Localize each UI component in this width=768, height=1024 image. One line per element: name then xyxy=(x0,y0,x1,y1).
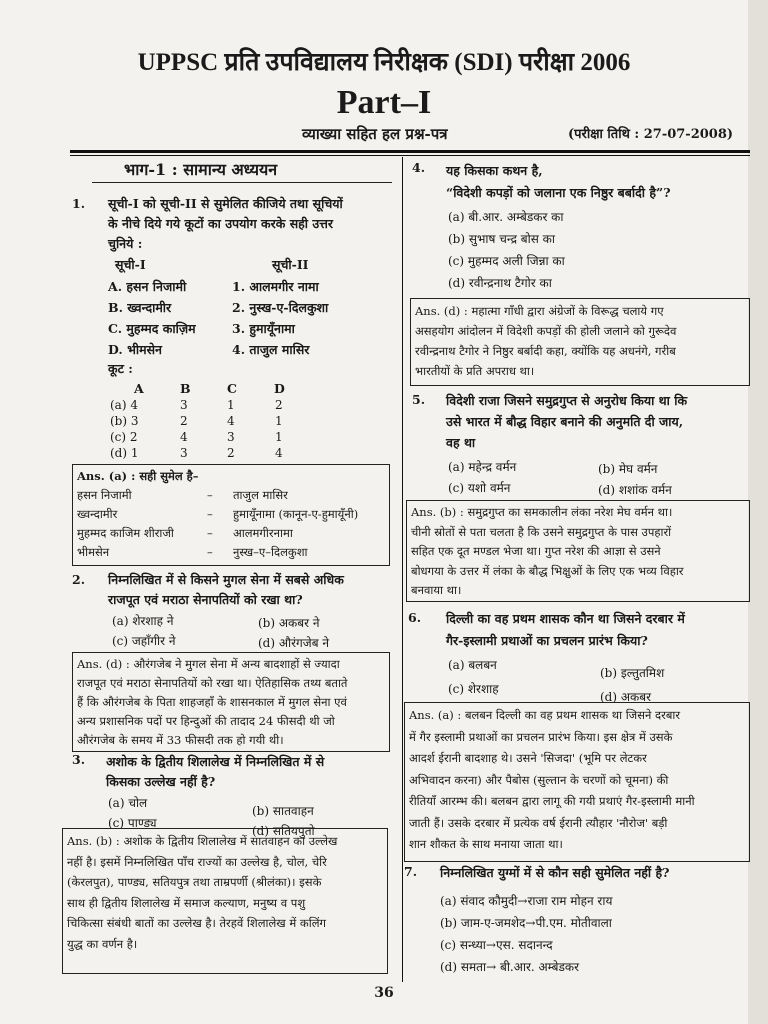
question-number: 4. xyxy=(412,160,426,175)
answer-cell: भीमसेन xyxy=(77,545,110,559)
question-line: दिल्ली का वह प्रथम शासक कौन था जिसने दरबार में xyxy=(446,611,685,626)
option-d: (d) शशांक वर्मन xyxy=(598,483,672,497)
answer-line: औरंगजेब के समय में 33 फीसदी तक हो गयी थी। xyxy=(77,733,284,747)
code-col-b xyxy=(180,397,188,461)
list-item: A. हसन निजामी xyxy=(108,279,187,294)
answer-line: अन्य प्रशासनिक पदों पर हिन्दुओं की तादाद 24 फीसदी थी जो xyxy=(77,714,335,728)
code-cell: 1 xyxy=(275,414,283,428)
header-rule xyxy=(70,150,750,153)
question-text xyxy=(446,160,671,204)
answer-line: भारतीयों के प्रति अपराध था। xyxy=(415,364,535,378)
answer-line: Ans. (d) : औरंगजेब ने मुगल सेना में अन्य बादशाहों से ज्यादा xyxy=(77,657,340,671)
option-c: (c) सन्ध्या→एस. सदानन्द xyxy=(440,938,553,952)
answer-line: Ans. (d) : महात्मा गाँधी द्वारा अंग्रेजों के विरूद्ध चलाये गए xyxy=(415,304,664,318)
answer-line: चीनी स्रोतों से पता चलता है कि उसने समुद्रगुप्त के पास उपहारों xyxy=(411,524,672,539)
document-subtitle: व्याख्या सहित हल प्रश्न-पत्र xyxy=(302,125,448,143)
code-cell: (a) 4 xyxy=(110,398,138,412)
question-line: चुनिये : xyxy=(108,236,143,251)
code-head-b: B xyxy=(180,381,191,396)
part-heading: Part–I xyxy=(336,84,432,121)
code-cell: 2 xyxy=(180,414,188,428)
answer-cell: हुमायूँनामा (कानून-ए-हुमायूँनी) xyxy=(233,507,359,521)
answer-line: अभिवादन करना) और पैबोस (सुल्तान के चरणों को चूमना) की xyxy=(409,772,669,787)
question-text xyxy=(108,194,343,254)
question-line: अशोक के द्वितीय शिलालेख में निम्नलिखित में से xyxy=(106,754,325,769)
answer-line: बोधगया के उत्तर में लंका के बौद्ध भिक्षुओं के लिए एक भव्य विहार xyxy=(411,563,684,578)
list-item: 3. हुमायूँनामा xyxy=(232,321,295,336)
question-line: वह था xyxy=(446,435,476,450)
option-b: (b) इल्तुतमिश xyxy=(600,666,665,680)
exam-date: (परीक्षा तिथि : 27-07-2008) xyxy=(568,127,734,142)
option-d: (d) रवीन्द्रनाथ टैगोर का xyxy=(448,276,552,290)
question-text xyxy=(446,608,685,652)
answer-dash: – xyxy=(207,488,213,502)
page-number: 36 xyxy=(374,985,394,1001)
answer-cell: हसन निजामी xyxy=(77,488,132,502)
answer-line: राजपूत एवं मराठा सेनापतियों को रखा था। ऐतिहासिक तथ्य बताते xyxy=(77,676,348,690)
answer-dash: – xyxy=(207,545,213,559)
answer-box xyxy=(72,464,390,566)
option-b: (b) मेघ वर्मन xyxy=(598,462,658,476)
answer-cell: नुस्ख–ए–दिलकुशा xyxy=(233,545,308,559)
answer-dash: – xyxy=(207,507,213,521)
question-line: “विदेशी कपड़ों को जलाना एक निष्ठुर बर्बादी है”? xyxy=(446,185,671,200)
answer-line: नहीं है। इसमें निम्नलिखित पाँच राज्यों का उल्लेख है, चोल, चेरि xyxy=(67,854,327,869)
answer-box xyxy=(72,652,390,752)
answer-line: शान शौकत के साथ मनाया जाता था। xyxy=(409,837,563,851)
question-text xyxy=(446,390,687,453)
code-cell: 1 xyxy=(275,430,283,444)
list-item: D. भीमसेन xyxy=(108,342,162,357)
answer-box xyxy=(62,828,388,974)
question-line: गैर-इस्लामी प्रथाओं का प्रचलन प्रारंभ किया? xyxy=(446,633,648,648)
question-number: 7. xyxy=(404,864,418,879)
code-head-a: A xyxy=(134,381,144,396)
question-number: 6. xyxy=(408,610,422,625)
question-text xyxy=(108,570,344,610)
code-cell: (b) 3 xyxy=(110,414,139,428)
answer-cell: ताजुल मासिर xyxy=(233,488,288,502)
answer-line: हैं कि औरंगजेब के पिता शाहजहाँ के शासनकाल में मुगल सेना एवं xyxy=(77,695,347,709)
code-col-a xyxy=(110,397,139,461)
question-line: के नीचे दिये गये कूटों का उपयोग करके सही उत्तर xyxy=(108,216,333,231)
question-line: यह किसका कथन है, xyxy=(446,163,543,178)
option-d: (d) सतियपुतो xyxy=(252,824,315,838)
list-item: 4. ताजुल मासिर xyxy=(232,342,310,357)
answer-line: रीतियाँ आरम्भ की। बलबन द्वारा लागू की गयी प्रथाएं गैर-इस्लामी मानी xyxy=(409,794,695,808)
column-divider xyxy=(402,157,403,982)
option-d: (d) अकबर xyxy=(600,690,652,704)
list1 xyxy=(108,276,196,360)
option-d: (d) औरंगजेब ने xyxy=(258,636,330,650)
question-line: राजपूत एवं मराठा सेनापतियों को रखा था? xyxy=(108,592,303,607)
code-cell: (d) 1 xyxy=(110,446,139,460)
question-text xyxy=(106,752,324,792)
code-cell: 4 xyxy=(180,430,188,444)
option-c: (c) यशो वर्मन xyxy=(448,481,511,495)
option-b: (b) सुभाष चन्द्र बोस का xyxy=(448,232,555,246)
list2 xyxy=(232,276,328,360)
question-line: निम्नलिखित में से किसने मुगल सेना में सबसे अधिक xyxy=(108,572,344,587)
section-heading: भाग-1 : सामान्य अध्ययन xyxy=(124,160,278,179)
question-number: 5. xyxy=(412,392,426,407)
answer-match-table xyxy=(77,486,385,562)
document-title: UPPSC प्रति उपविद्यालय निरीक्षक (SDI) परीक्षा 2006 xyxy=(137,49,631,76)
code-cell: 2 xyxy=(275,398,283,412)
options-list xyxy=(440,890,612,978)
answer-line: असहयोग आंदोलन में विदेशी कपड़ों की होली जलाने को गुरूदेव xyxy=(415,324,677,338)
code-col-c xyxy=(227,397,235,461)
answer-line: बनवाया था। xyxy=(411,583,462,597)
answer-box xyxy=(404,702,750,862)
option-b: (b) अकबर ने xyxy=(258,616,320,630)
code-cell: 3 xyxy=(180,398,188,412)
code-cell: 4 xyxy=(227,414,235,428)
question-number: 2. xyxy=(72,572,86,587)
question-text: निम्नलिखित युग्मों में से कौन सही सुमेलित नहीं है? xyxy=(440,865,670,880)
option-d: (d) समता→ बी.आर. अम्बेडकर xyxy=(440,960,580,974)
option-c: (c) जहाँगीर ने xyxy=(112,634,176,648)
answer-line: साथ ही द्वितीय शिलालेख में समाज कल्याण, मनुष्य व पशु xyxy=(67,895,306,910)
code-cell: 3 xyxy=(227,430,235,444)
option-c: (c) शेरशाह xyxy=(448,682,499,696)
answer-box xyxy=(406,500,750,602)
answer-cell: मुहम्मद काजिम शीराजी xyxy=(77,526,174,540)
list1-heading: सूची-I xyxy=(115,257,146,272)
answer-box xyxy=(410,298,750,386)
question-line: विदेशी राजा जिसने समुद्रगुप्त से अनुरोध किया था कि xyxy=(446,393,688,408)
answer-title: Ans. (a) : सही सुमेल है– xyxy=(77,469,199,483)
code-cell: 1 xyxy=(227,398,235,412)
answer-line: आदर्श ईरानी बादशाह थे। उसने 'सिजदा' (भूमि पर लेटकर xyxy=(409,751,647,765)
answer-cell: आलमगीरनामा xyxy=(233,526,293,540)
list-item: 2. नुस्ख-ए-दिलकुशा xyxy=(232,300,329,315)
question-line: उसे भारत में बौद्ध विहार बनाने की अनुमति दी जाय, xyxy=(446,414,684,429)
question-line: सूची-I को सूची-II से सुमेलित कीजिये तथा सूचियों xyxy=(108,196,343,211)
answer-cell: ख्वन्दामीर xyxy=(77,507,118,521)
list-item: B. ख्वन्दामीर xyxy=(108,300,172,315)
option-b: (b) जाम-ए-जमशेद→पी.एम. मोतीवाला xyxy=(440,916,612,930)
option-a: (a) बी.आर. अम्बेडकर का xyxy=(448,210,564,224)
question-number: 3. xyxy=(72,752,86,767)
page-edge-shadow xyxy=(748,0,768,1024)
code-head-c: C xyxy=(227,381,237,396)
option-a: (a) संवाद कौमुदी→राजा राम मोहन राय xyxy=(440,894,613,908)
answer-line: में गैर इस्लामी प्रथाओं का प्रचलन प्रारंभ किया। इस क्षेत्र में उसके xyxy=(409,729,673,744)
code-cell: 4 xyxy=(275,446,283,460)
list-item: C. मुहम्मद काज़िम xyxy=(108,321,196,336)
answer-line: Ans. (b) : समुद्रगुप्त का समकालीन लंका नरेश मेघ वर्मन था। xyxy=(411,505,673,519)
code-head-d: D xyxy=(274,381,285,396)
answer-line: रवीन्द्रनाथ टैगोर ने निष्ठुर बर्बादी कहा, क्योंकि यह अधनंगे, गरीब xyxy=(415,344,676,358)
list2-heading: सूची-II xyxy=(272,257,309,272)
code-cell: 3 xyxy=(180,446,188,460)
answer-line: Ans. (b) : अशोक के द्वितीय शिलालेख में सातवाहन का उल्लेख xyxy=(67,834,338,848)
answer-line: Ans. (a) : बलबन दिल्ली का वह प्रथम शासक था जिसने दरबार xyxy=(409,708,681,722)
list-item: 1. आलमगीर नामा xyxy=(232,279,319,294)
option-a: (a) बलबन xyxy=(448,658,497,672)
question-number: 1. xyxy=(72,196,86,211)
code-cell: 2 xyxy=(227,446,235,460)
answer-line: युद्ध का वर्णन है। xyxy=(67,936,138,951)
answer-line: चिकित्सा संबंधी बातों का उल्लेख है। तेरहवें शिलालेख में कलिंग xyxy=(67,916,326,930)
answer-line: सहित एक दूत मण्डल भेजा था। गुप्त नरेश की आज्ञा से उसने xyxy=(411,544,661,558)
option-a: (a) महेन्द्र वर्मन xyxy=(448,460,517,474)
options-list xyxy=(448,206,565,294)
header-rule-thin xyxy=(70,155,750,156)
code-col-d xyxy=(275,397,283,461)
section-underline xyxy=(92,182,392,183)
option-c: (c) पाण्ड्य xyxy=(108,816,157,830)
answer-line: (केरलपुत), पाण्ड्य, सतियपुत्र तथा ताम्रपर्णी (श्रीलंका)। इसके xyxy=(67,875,322,889)
code-cell: (c) 2 xyxy=(110,430,138,444)
question-line: किसका उल्लेख नहीं है? xyxy=(106,774,216,789)
option-a: (a) चोल xyxy=(108,796,148,810)
answer-dash: – xyxy=(207,526,213,540)
option-b: (b) सातवाहन xyxy=(252,804,314,818)
code-label: कूट : xyxy=(108,361,133,376)
answer-line: जाती हैं। उसके दरबार में प्रत्येक वर्ष ईरानी त्यौहार 'नौरोज' बड़ी xyxy=(409,815,668,830)
option-a: (a) शेरशाह ने xyxy=(112,614,174,628)
option-c: (c) मुहम्मद अली जिन्ना का xyxy=(448,254,565,268)
